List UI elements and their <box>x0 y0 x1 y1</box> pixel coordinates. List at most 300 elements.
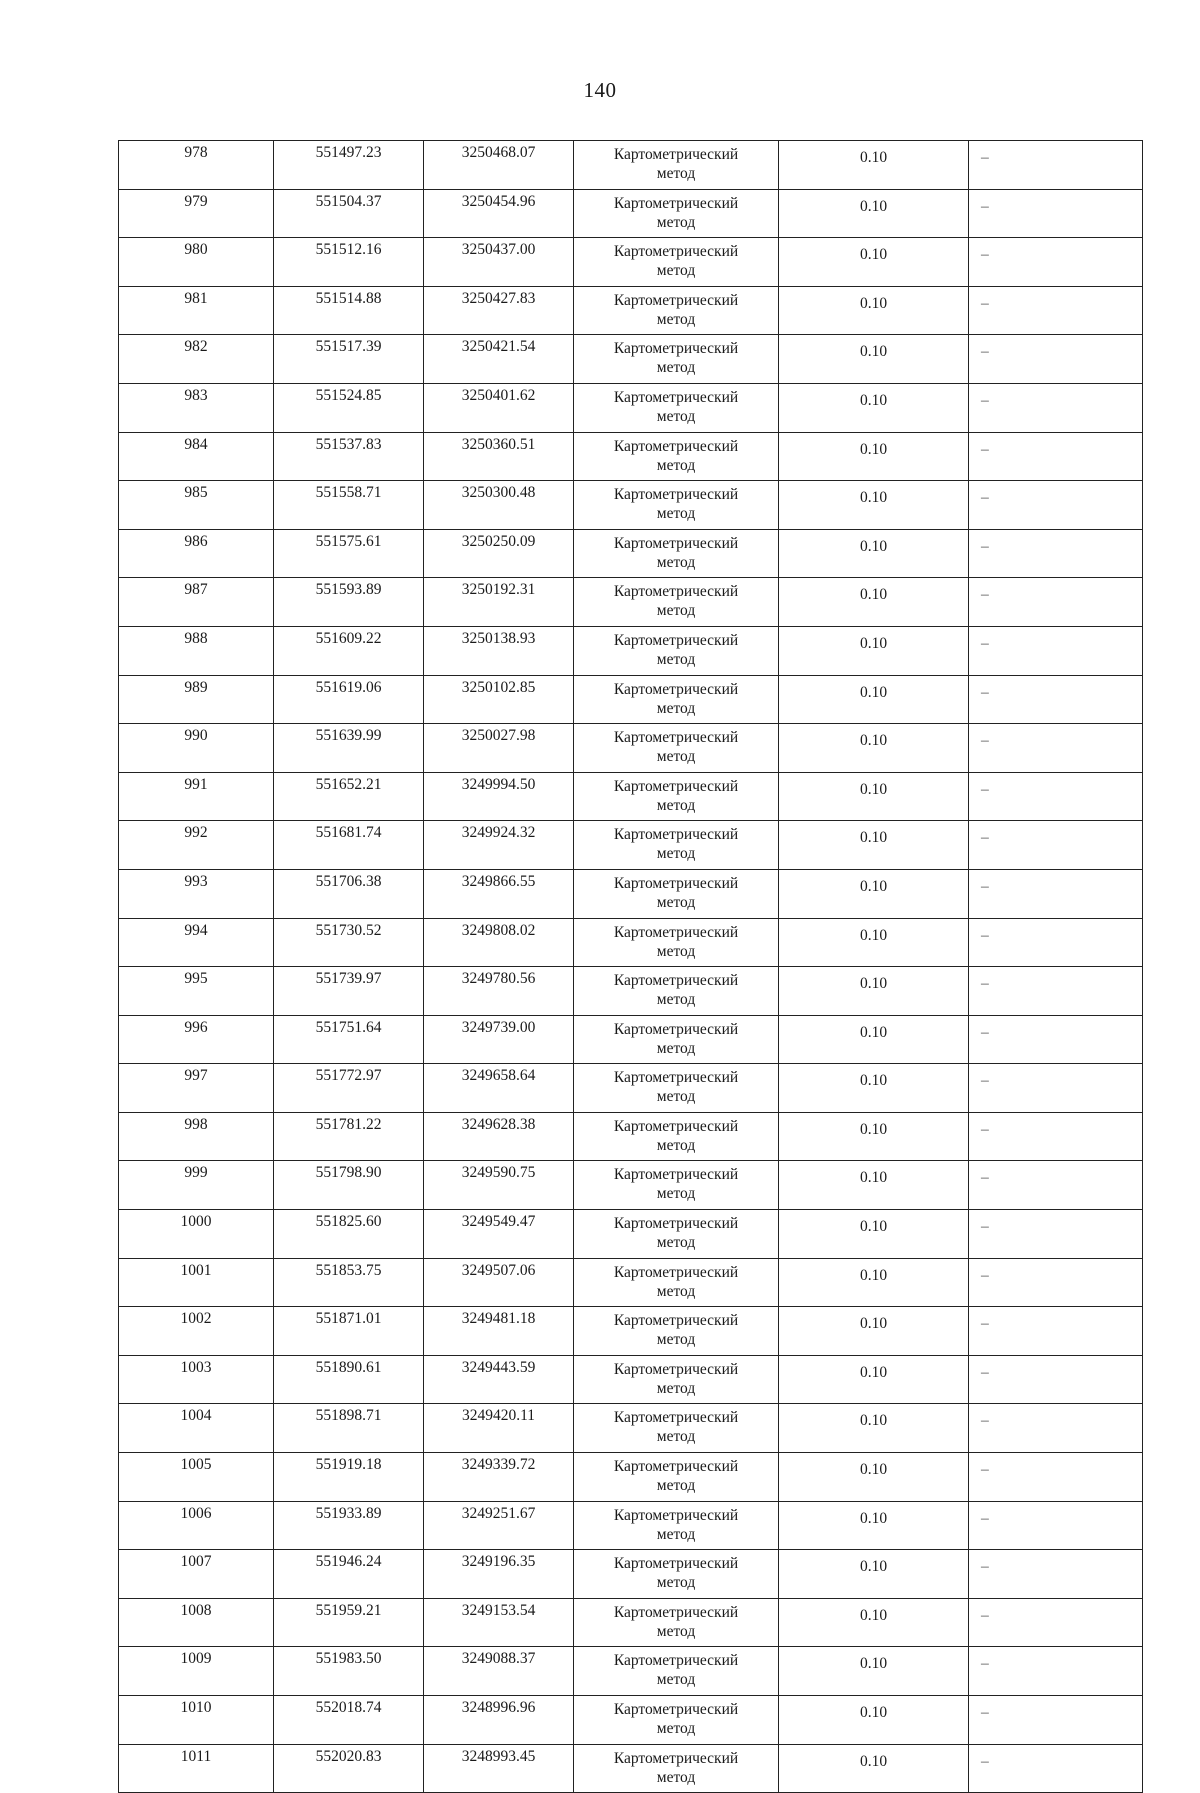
table-row <box>119 675 1143 724</box>
method-line-1: Картометрический <box>613 486 739 504</box>
method-line-1: Картометрический <box>613 1166 739 1184</box>
y-coordinate-cell: 3249658.64 <box>424 1064 574 1113</box>
accuracy-cell: 0.10 <box>779 286 969 335</box>
method-cell <box>574 1161 779 1210</box>
table-row <box>119 1355 1143 1404</box>
table-row <box>119 967 1143 1016</box>
method-line-1: Картометрический <box>613 340 739 358</box>
x-coordinate-cell: 551730.52 <box>274 918 424 967</box>
accuracy-cell: 0.10 <box>779 1453 969 1502</box>
method-line-1: Картометрический <box>613 1749 739 1767</box>
description-cell: – <box>969 238 1143 287</box>
method-line-1: Картометрический <box>613 388 739 406</box>
method-line-1: Картометрический <box>613 1117 739 1135</box>
accuracy-cell: 0.10 <box>779 481 969 530</box>
y-coordinate-cell: 3250427.83 <box>424 286 574 335</box>
accuracy-cell: 0.10 <box>779 529 969 578</box>
x-coordinate-cell: 551619.06 <box>274 675 424 724</box>
table-row <box>119 529 1143 578</box>
table-row <box>119 578 1143 627</box>
y-coordinate-cell: 3249443.59 <box>424 1355 574 1404</box>
method-cell <box>574 286 779 335</box>
point-number-cell: 992 <box>119 821 274 870</box>
y-coordinate-cell: 3250102.85 <box>424 675 574 724</box>
point-number-cell: 994 <box>119 918 274 967</box>
point-number-cell: 987 <box>119 578 274 627</box>
method-cell <box>574 1696 779 1745</box>
method-cell <box>574 238 779 287</box>
method-cell <box>574 1453 779 1502</box>
x-coordinate-cell: 551514.88 <box>274 286 424 335</box>
method-line-2: метод <box>656 991 696 1009</box>
description-cell: – <box>969 481 1143 530</box>
table-row <box>119 918 1143 967</box>
y-coordinate-cell: 3249481.18 <box>424 1307 574 1356</box>
y-coordinate-cell: 3250027.98 <box>424 724 574 773</box>
method-line-2: метод <box>656 553 696 571</box>
method-cell <box>574 383 779 432</box>
point-number-cell: 981 <box>119 286 274 335</box>
accuracy-cell: 0.10 <box>779 1696 969 1745</box>
table-row <box>119 1598 1143 1647</box>
x-coordinate-cell: 551825.60 <box>274 1210 424 1259</box>
accuracy-cell: 0.10 <box>779 626 969 675</box>
point-number-cell: 993 <box>119 869 274 918</box>
method-line-1: Картометрический <box>613 680 739 698</box>
description-cell: – <box>969 1015 1143 1064</box>
y-coordinate-cell: 3249420.11 <box>424 1404 574 1453</box>
method-cell <box>574 1744 779 1793</box>
table-row <box>119 141 1143 190</box>
x-coordinate-cell: 551524.85 <box>274 383 424 432</box>
x-coordinate-cell: 551517.39 <box>274 335 424 384</box>
point-number-cell: 1008 <box>119 1598 274 1647</box>
method-line-2: метод <box>656 942 696 960</box>
table-row <box>119 383 1143 432</box>
y-coordinate-cell: 3250437.00 <box>424 238 574 287</box>
method-line-1: Картометрический <box>613 1458 739 1476</box>
table-row <box>119 1307 1143 1356</box>
method-cell <box>574 529 779 578</box>
x-coordinate-cell: 551919.18 <box>274 1453 424 1502</box>
method-line-1: Картометрический <box>613 291 739 309</box>
method-line-1: Картометрический <box>613 1555 739 1573</box>
point-number-cell: 989 <box>119 675 274 724</box>
y-coordinate-cell: 3250250.09 <box>424 529 574 578</box>
method-line-2: метод <box>656 456 696 474</box>
method-cell <box>574 1550 779 1599</box>
y-coordinate-cell: 3249507.06 <box>424 1258 574 1307</box>
point-number-cell: 999 <box>119 1161 274 1210</box>
y-coordinate-cell: 3250421.54 <box>424 335 574 384</box>
y-coordinate-cell: 3249628.38 <box>424 1112 574 1161</box>
method-cell <box>574 1598 779 1647</box>
point-number-cell: 985 <box>119 481 274 530</box>
x-coordinate-cell: 551933.89 <box>274 1501 424 1550</box>
method-line-1: Картометрический <box>613 1701 739 1718</box>
description-cell: – <box>969 626 1143 675</box>
accuracy-cell: 0.10 <box>779 1404 969 1453</box>
y-coordinate-cell: 3249196.35 <box>424 1550 574 1599</box>
table-row <box>119 1064 1143 1113</box>
method-line-1: Картометрический <box>613 1652 739 1670</box>
point-number-cell: 988 <box>119 626 274 675</box>
y-coordinate-cell: 3250360.51 <box>424 432 574 481</box>
table-row <box>119 1453 1143 1502</box>
method-cell <box>574 432 779 481</box>
description-cell: – <box>969 1258 1143 1307</box>
description-cell: – <box>969 918 1143 967</box>
method-line-2: метод <box>656 893 696 911</box>
accuracy-cell: 0.10 <box>779 141 969 190</box>
method-cell <box>574 675 779 724</box>
accuracy-cell: 0.10 <box>779 238 969 287</box>
point-number-cell: 1002 <box>119 1307 274 1356</box>
point-number-cell: 996 <box>119 1015 274 1064</box>
x-coordinate-cell: 551853.75 <box>274 1258 424 1307</box>
x-coordinate-cell: 551751.64 <box>274 1015 424 1064</box>
x-coordinate-cell: 551681.74 <box>274 821 424 870</box>
y-coordinate-cell: 3250468.07 <box>424 141 574 190</box>
method-line-2: метод <box>656 359 696 377</box>
point-number-cell: 991 <box>119 772 274 821</box>
table-row <box>119 1112 1143 1161</box>
x-coordinate-cell: 551639.99 <box>274 724 424 773</box>
x-coordinate-cell: 551898.71 <box>274 1404 424 1453</box>
method-line-2: метод <box>656 1477 696 1495</box>
y-coordinate-cell: 3250192.31 <box>424 578 574 627</box>
table-row <box>119 1161 1143 1210</box>
table-row <box>119 238 1143 287</box>
description-cell: – <box>969 1453 1143 1502</box>
description-cell: – <box>969 1744 1143 1793</box>
description-cell: – <box>969 1598 1143 1647</box>
table-row <box>119 1744 1143 1793</box>
method-line-2: метод <box>656 602 696 620</box>
method-cell <box>574 626 779 675</box>
description-cell: – <box>969 1647 1143 1696</box>
coordinates-table <box>118 140 1143 1793</box>
y-coordinate-cell: 3249251.67 <box>424 1501 574 1550</box>
table-row <box>119 724 1143 773</box>
method-line-1: Картометрический <box>613 826 739 844</box>
x-coordinate-cell: 551537.83 <box>274 432 424 481</box>
table-row <box>119 869 1143 918</box>
method-line-1: Картометрический <box>613 1312 739 1330</box>
method-line-2: метод <box>656 845 696 863</box>
method-line-2: метод <box>656 1428 696 1446</box>
method-line-2: метод <box>656 1768 696 1786</box>
method-cell <box>574 869 779 918</box>
x-coordinate-cell: 551609.22 <box>274 626 424 675</box>
description-cell: – <box>969 286 1143 335</box>
point-number-cell: 980 <box>119 238 274 287</box>
table-row <box>119 286 1143 335</box>
accuracy-cell: 0.10 <box>779 1550 969 1599</box>
method-line-1: Картометрический <box>613 1506 739 1524</box>
y-coordinate-cell: 3249153.54 <box>424 1598 574 1647</box>
accuracy-cell: 0.10 <box>779 967 969 1016</box>
method-line-2: метод <box>656 213 696 231</box>
y-coordinate-cell: 3250454.96 <box>424 189 574 238</box>
method-line-2: метод <box>656 1671 696 1689</box>
y-coordinate-cell: 3249590.75 <box>424 1161 574 1210</box>
method-line-2: метод <box>656 699 696 717</box>
method-line-2: метод <box>656 310 696 328</box>
point-number-cell: 998 <box>119 1112 274 1161</box>
description-cell: – <box>969 1112 1143 1161</box>
description-cell: – <box>969 821 1143 870</box>
method-line-2: метод <box>656 1234 696 1252</box>
y-coordinate-cell: 3250300.48 <box>424 481 574 530</box>
description-cell: – <box>969 1161 1143 1210</box>
accuracy-cell: 0.10 <box>779 869 969 918</box>
point-number-cell: 995 <box>119 967 274 1016</box>
x-coordinate-cell: 551871.01 <box>274 1307 424 1356</box>
method-line-1: Картометрический <box>613 972 739 990</box>
x-coordinate-cell: 551593.89 <box>274 578 424 627</box>
method-line-2: метод <box>656 165 696 182</box>
x-coordinate-cell: 552018.74 <box>274 1696 424 1745</box>
point-number-cell: 982 <box>119 335 274 384</box>
method-line-1: Картометрический <box>613 1360 739 1378</box>
method-cell <box>574 1647 779 1696</box>
description-cell: – <box>969 1501 1143 1550</box>
method-line-2: метод <box>656 1136 696 1154</box>
point-number-cell: 1011 <box>119 1744 274 1793</box>
point-number-cell: 979 <box>119 189 274 238</box>
accuracy-cell: 0.10 <box>779 432 969 481</box>
accuracy-cell: 0.10 <box>779 1647 969 1696</box>
description-cell: – <box>969 1404 1143 1453</box>
method-cell <box>574 335 779 384</box>
description-cell: – <box>969 772 1143 821</box>
point-number-cell: 1004 <box>119 1404 274 1453</box>
table-row <box>119 335 1143 384</box>
method-cell <box>574 578 779 627</box>
method-line-1: Картометрический <box>613 1263 739 1281</box>
point-number-cell: 1007 <box>119 1550 274 1599</box>
method-line-2: метод <box>656 1622 696 1640</box>
table-row <box>119 1258 1143 1307</box>
table-row <box>119 1210 1143 1259</box>
y-coordinate-cell: 3249994.50 <box>424 772 574 821</box>
method-line-2: метод <box>656 1088 696 1106</box>
description-cell: – <box>969 432 1143 481</box>
method-line-1: Картометрический <box>613 194 739 212</box>
method-line-2: метод <box>656 650 696 668</box>
table-row <box>119 1015 1143 1064</box>
point-number-cell: 1006 <box>119 1501 274 1550</box>
y-coordinate-cell: 3248996.96 <box>424 1696 574 1745</box>
method-line-1: Картометрический <box>613 777 739 795</box>
method-cell <box>574 1210 779 1259</box>
point-number-cell: 1009 <box>119 1647 274 1696</box>
accuracy-cell: 0.10 <box>779 1598 969 1647</box>
method-line-1: Картометрический <box>613 1409 739 1427</box>
method-cell <box>574 821 779 870</box>
table-row <box>119 481 1143 530</box>
method-cell <box>574 189 779 238</box>
description-cell: – <box>969 1210 1143 1259</box>
accuracy-cell: 0.10 <box>779 772 969 821</box>
table-row <box>119 1404 1143 1453</box>
accuracy-cell: 0.10 <box>779 1112 969 1161</box>
table-row <box>119 821 1143 870</box>
method-cell <box>574 772 779 821</box>
point-number-cell: 990 <box>119 724 274 773</box>
accuracy-cell: 0.10 <box>779 1015 969 1064</box>
table-row <box>119 1550 1143 1599</box>
method-cell <box>574 724 779 773</box>
method-line-2: метод <box>656 796 696 814</box>
y-coordinate-cell: 3250138.93 <box>424 626 574 675</box>
method-line-2: метод <box>656 1039 696 1057</box>
x-coordinate-cell: 551558.71 <box>274 481 424 530</box>
method-line-2: метод <box>656 407 696 425</box>
method-cell <box>574 1015 779 1064</box>
accuracy-cell: 0.10 <box>779 821 969 870</box>
point-number-cell: 1005 <box>119 1453 274 1502</box>
accuracy-cell: 0.10 <box>779 335 969 384</box>
x-coordinate-cell: 551512.16 <box>274 238 424 287</box>
table-row <box>119 1696 1143 1745</box>
method-line-1: Картометрический <box>613 729 739 747</box>
point-number-cell: 978 <box>119 141 274 190</box>
table-row <box>119 772 1143 821</box>
x-coordinate-cell: 551946.24 <box>274 1550 424 1599</box>
accuracy-cell: 0.10 <box>779 1210 969 1259</box>
description-cell: – <box>969 1696 1143 1745</box>
x-coordinate-cell: 551706.38 <box>274 869 424 918</box>
description-cell: – <box>969 1064 1143 1113</box>
point-number-cell: 1003 <box>119 1355 274 1404</box>
y-coordinate-cell: 3249339.72 <box>424 1453 574 1502</box>
method-line-2: метод <box>656 1379 696 1397</box>
accuracy-cell: 0.10 <box>779 1307 969 1356</box>
method-line-1: Картометрический <box>613 534 739 552</box>
method-line-1: Картометрический <box>613 1069 739 1087</box>
accuracy-cell: 0.10 <box>779 189 969 238</box>
x-coordinate-cell: 551772.97 <box>274 1064 424 1113</box>
x-coordinate-cell: 551497.23 <box>274 141 424 190</box>
method-cell <box>574 918 779 967</box>
method-cell <box>574 1355 779 1404</box>
accuracy-cell: 0.10 <box>779 578 969 627</box>
method-cell <box>574 1501 779 1550</box>
method-line-2: метод <box>656 1525 696 1543</box>
accuracy-cell: 0.10 <box>779 383 969 432</box>
x-coordinate-cell: 551781.22 <box>274 1112 424 1161</box>
table-row <box>119 1501 1143 1550</box>
accuracy-cell: 0.10 <box>779 1355 969 1404</box>
method-line-1: Картометрический <box>613 1020 739 1038</box>
x-coordinate-cell: 551983.50 <box>274 1647 424 1696</box>
method-cell <box>574 1112 779 1161</box>
method-cell <box>574 481 779 530</box>
description-cell: – <box>969 189 1143 238</box>
point-number-cell: 997 <box>119 1064 274 1113</box>
method-line-2: метод <box>656 748 696 766</box>
table-row <box>119 432 1143 481</box>
y-coordinate-cell: 3249808.02 <box>424 918 574 967</box>
point-number-cell: 983 <box>119 383 274 432</box>
description-cell: – <box>969 335 1143 384</box>
x-coordinate-cell: 551959.21 <box>274 1598 424 1647</box>
x-coordinate-cell: 551798.90 <box>274 1161 424 1210</box>
method-cell <box>574 967 779 1016</box>
x-coordinate-cell: 551890.61 <box>274 1355 424 1404</box>
description-cell: – <box>969 529 1143 578</box>
description-cell: – <box>969 869 1143 918</box>
method-line-1: Картометрический <box>613 1215 739 1233</box>
y-coordinate-cell: 3249780.56 <box>424 967 574 1016</box>
method-line-2: метод <box>656 1185 696 1203</box>
point-number-cell: 1000 <box>119 1210 274 1259</box>
x-coordinate-cell: 552020.83 <box>274 1744 424 1793</box>
method-cell <box>574 1404 779 1453</box>
method-line-2: метод <box>656 1574 696 1592</box>
accuracy-cell: 0.10 <box>779 918 969 967</box>
method-line-1: Картометрический <box>613 243 739 261</box>
x-coordinate-cell: 551504.37 <box>274 189 424 238</box>
accuracy-cell: 0.10 <box>779 675 969 724</box>
method-line-1: Картометрический <box>613 437 739 455</box>
description-cell: – <box>969 578 1143 627</box>
description-cell: – <box>969 1307 1143 1356</box>
accuracy-cell: 0.10 <box>779 1258 969 1307</box>
method-line-1: Картометрический <box>613 631 739 649</box>
description-cell: – <box>969 1355 1143 1404</box>
x-coordinate-cell: 551739.97 <box>274 967 424 1016</box>
coordinates-table-body <box>119 141 1143 1793</box>
method-line-1: Картометрический <box>613 1603 739 1621</box>
point-number-cell: 984 <box>119 432 274 481</box>
method-line-2: метод <box>656 1282 696 1300</box>
y-coordinate-cell: 3249924.32 <box>424 821 574 870</box>
description-cell: – <box>969 1550 1143 1599</box>
y-coordinate-cell: 3249088.37 <box>424 1647 574 1696</box>
description-cell: – <box>969 675 1143 724</box>
accuracy-cell: 0.10 <box>779 724 969 773</box>
description-cell: – <box>969 724 1143 773</box>
description-cell: – <box>969 967 1143 1016</box>
x-coordinate-cell: 551652.21 <box>274 772 424 821</box>
description-cell: – <box>969 383 1143 432</box>
x-coordinate-cell: 551575.61 <box>274 529 424 578</box>
y-coordinate-cell: 3249549.47 <box>424 1210 574 1259</box>
method-line-2: метод <box>656 505 696 523</box>
method-line-2: метод <box>656 262 696 280</box>
method-cell <box>574 1258 779 1307</box>
y-coordinate-cell: 3250401.62 <box>424 383 574 432</box>
method-line-2: метод <box>656 1331 696 1349</box>
table-row <box>119 626 1143 675</box>
method-cell <box>574 1307 779 1356</box>
y-coordinate-cell: 3249866.55 <box>424 869 574 918</box>
accuracy-cell: 0.10 <box>779 1744 969 1793</box>
accuracy-cell: 0.10 <box>779 1501 969 1550</box>
method-line-1: Картометрический <box>613 583 739 601</box>
y-coordinate-cell: 3248993.45 <box>424 1744 574 1793</box>
method-line-1: Картометрический <box>613 923 739 941</box>
y-coordinate-cell: 3249739.00 <box>424 1015 574 1064</box>
point-number-cell: 1010 <box>119 1696 274 1745</box>
accuracy-cell: 0.10 <box>779 1161 969 1210</box>
table-row <box>119 189 1143 238</box>
method-line-1: Картометрический <box>613 146 739 163</box>
point-number-cell: 1001 <box>119 1258 274 1307</box>
